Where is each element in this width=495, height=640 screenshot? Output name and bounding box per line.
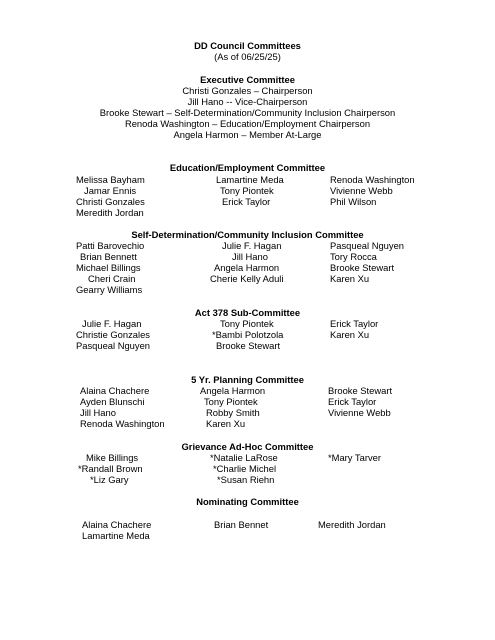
member-name: Michael Billings (76, 262, 141, 273)
executive-committee-heading: Executive Committee (200, 74, 295, 85)
member-name: Meredith Jordan (76, 207, 144, 218)
member-name: Brian Bennet (214, 519, 269, 530)
member-name: *Bambi Polotzola (212, 329, 284, 340)
member-name: Erick Taylor (328, 396, 377, 407)
member-name: Tony Piontek (204, 396, 258, 407)
as-of-date: (As of 06/25/25) (214, 51, 281, 62)
member-name: Julie F. Hagan (222, 240, 282, 251)
member-name: Brooke Stewart (328, 385, 393, 396)
member-name: Angela Harmon (214, 262, 280, 273)
document-title: DD Council Committees (194, 40, 301, 51)
member-name: Jill Hano (80, 407, 116, 418)
member-name: *Liz Gary (90, 474, 129, 485)
member-name: Cherie Kelly Aduli (210, 273, 284, 284)
executive-member: Christi Gonzales – Chairperson (182, 85, 313, 96)
member-name: Robby Smith (206, 407, 260, 418)
member-name: Alaina Chachere (80, 385, 150, 396)
member-name: *Randall Brown (78, 463, 143, 474)
member-name: Tory Rocca (330, 251, 377, 262)
member-name: Erick Taylor (222, 196, 271, 207)
member-name: Tony Piontek (220, 318, 274, 329)
executive-member: Jill Hano -- Vice-Chairperson (187, 96, 308, 107)
member-name: Christi Gonzales (76, 196, 145, 207)
member-name: Brian Bennett (80, 251, 137, 262)
member-name: Tony Piontek (220, 185, 274, 196)
member-name: Vivienne Webb (330, 185, 393, 196)
member-name: *Mary Tarver (328, 452, 381, 463)
member-name: Jill Hano (232, 251, 268, 262)
member-name: Karen Xu (330, 273, 370, 284)
member-name: Brooke Stewart (216, 340, 281, 351)
member-name: Lamartine Meda (216, 174, 284, 185)
self-determination-committee-heading: Self-Determination/Community Inclusion Committee (131, 229, 364, 240)
member-name: Brooke Stewart (330, 262, 395, 273)
member-name: Julie F. Hagan (82, 318, 142, 329)
member-name: Pasqueal Nguyen (330, 240, 405, 251)
member-name: Christie Gonzales (76, 329, 150, 340)
member-name: Ayden Blunschi (80, 396, 145, 407)
executive-member: Renoda Washington – Education/Employment Chairperson (124, 118, 371, 129)
member-name: Renoda Washington (80, 418, 165, 429)
member-name: Alaina Chachere (82, 519, 152, 530)
member-name: Karen Xu (206, 418, 246, 429)
nominating-committee-heading: Nominating Committee (196, 496, 299, 507)
member-name: Patti Barovechio (76, 240, 145, 251)
member-name: Meredith Jordan (318, 519, 386, 530)
member-name: *Susan Riehn (217, 474, 275, 485)
member-name: Vivienne Webb (328, 407, 391, 418)
member-name: *Natalie LaRose (210, 452, 278, 463)
member-name: Mike Billings (86, 452, 139, 463)
member-name: Melissa Bayham (76, 174, 145, 185)
member-name: Phil Wilson (330, 196, 377, 207)
education-committee-heading: Education/Employment Committee (169, 162, 326, 173)
member-name: Pasqueal Nguyen (76, 340, 151, 351)
member-name: Gearry Williams (76, 284, 143, 295)
member-name: Cheri Crain (88, 273, 136, 284)
executive-member: Brooke Stewart – Self-Determination/Community Inclusion Chairperson (99, 107, 396, 118)
member-name: *Charlie Michel (213, 463, 277, 474)
planning-committee-heading: 5 Yr. Planning Committee (191, 374, 304, 385)
member-name: Renoda Washington (330, 174, 415, 185)
grievance-committee-heading: Grievance Ad-Hoc Committee (181, 441, 314, 452)
member-name: Jamar Ennis (84, 185, 137, 196)
member-name: Angela Harmon (200, 385, 266, 396)
act378-committee-heading: Act 378 Sub-Committee (194, 307, 301, 318)
member-name: Lamartine Meda (82, 530, 150, 541)
member-name: Karen Xu (330, 329, 370, 340)
member-name: Erick Taylor (330, 318, 379, 329)
executive-member: Angela Harmon – Member At-Large (173, 129, 322, 140)
